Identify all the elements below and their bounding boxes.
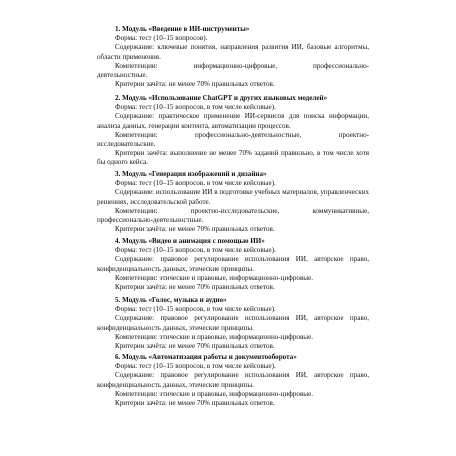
- module-criteria: Критерии зачёта: не менее 70% правильных ответов.: [115, 283, 275, 292]
- module-criteria: Критерии зачёта: не менее 70% правильных ответов.: [115, 80, 275, 89]
- module-content: Содержание: правовое регулирование использования ИИ, авторское право, конфиденциальность данных, этические принципы.: [97, 255, 369, 273]
- module-title: 4. Модуль «Видео и анимация с помощью ИИ»: [115, 237, 265, 245]
- module-form: Форма: тест (10–15 вопросов, в том числе кейсовые).: [115, 103, 276, 112]
- module-competencies-cont: исследовательские.: [97, 140, 156, 149]
- module-criteria: Критерии зачёта: не менее 70% правильных ответов.: [115, 225, 275, 234]
- module-form: Форма: тест (10–15 вопросов, в том числе кейсовые).: [115, 246, 276, 255]
- module-competencies: Компетенции: этические и правовые, информационно-цифровые.: [115, 273, 313, 282]
- module-title: 6. Модуль «Автоматизация работы и документооборота»: [115, 353, 297, 361]
- module-content: Содержание: правовое регулирование использования ИИ, авторское право, конфиденциальность данных, этические принципы.: [97, 314, 369, 332]
- module-1: [97, 25, 369, 89]
- module-3: [97, 170, 369, 234]
- module-criteria: Критерии зачёта: не менее 70% правильных ответов.: [115, 399, 275, 408]
- module-competencies-cont: профессионально-деятельностные.: [97, 216, 204, 225]
- module-competencies: Компетенции: этические и правовые, информационно-цифровые.: [115, 389, 313, 398]
- module-content: Содержание: использование ИИ в подготовке учебных материалов, управленческих решениях, исследовательской работе.: [97, 188, 369, 206]
- module-form: Форма: тест (10–15 вопросов, в том числе кейсовые).: [115, 305, 276, 314]
- module-competencies: Компетенции: проектно-исследовательские, коммуникативные,: [115, 206, 369, 215]
- module-criteria: Критерии зачёта: выполнение не менее 70% заданий правильно, в том числе хотя бы одного кейса.: [97, 149, 369, 167]
- module-content: Содержание: практическое применение ИИ-сервисов для поиска информации, анализа данных, генерации контента, автоматизации процессов.: [97, 112, 369, 130]
- module-competencies: Компетенции: профессионально-деятельностные, проектно-: [115, 130, 369, 139]
- module-criteria: Критерии зачёта: не менее 70% правильных ответов.: [115, 342, 275, 351]
- module-title: 3. Модуль «Генерация изображений и дизайна»: [115, 170, 267, 178]
- module-title: 5. Модуль «Голос, музыка и аудио»: [115, 296, 227, 304]
- module-competencies: Компетенции: информационно-цифровые, профессионально-: [115, 61, 369, 70]
- module-content: Содержание: ключевые понятия, направления развития ИИ, базовые алгоритмы, области применения.: [97, 43, 369, 61]
- module-form: Форма: тест (10–15 вопросов, в том числе кейсовые).: [115, 179, 276, 188]
- module-6: [97, 353, 369, 408]
- module-form: Форма: тест (10–15 вопросов).: [115, 34, 208, 43]
- module-content: Содержание: правовое регулирование использования ИИ, авторское право, конфиденциальность данных, этические принципы.: [97, 371, 369, 389]
- module-5: [97, 296, 369, 351]
- module-title: 2. Модуль «Использование ChatGPT и других языковых моделей»: [115, 94, 328, 102]
- module-competencies: Компетенции: этические и правовые, информационно-цифровые.: [115, 332, 313, 341]
- module-title: 1. Модуль «Введение в ИИ-инструменты»: [115, 25, 250, 33]
- module-form: Форма: тест (10–15 вопросов, в том числе кейсовые).: [115, 362, 276, 371]
- module-competencies-cont: деятельностные.: [97, 71, 148, 80]
- module-2: [97, 94, 369, 168]
- module-4: [97, 237, 369, 292]
